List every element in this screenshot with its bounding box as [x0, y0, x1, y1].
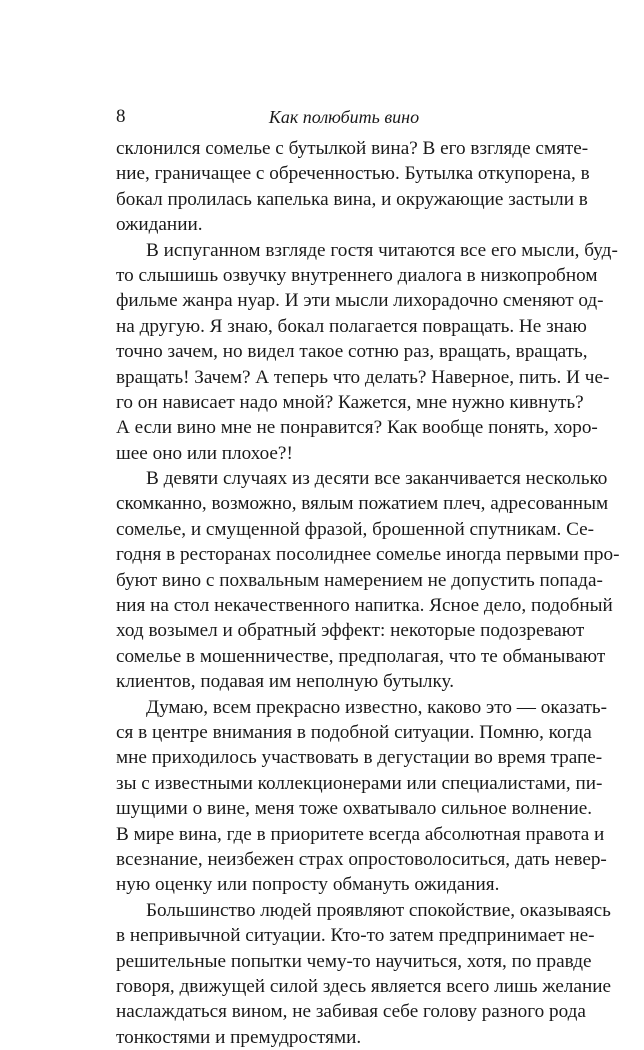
text-line: годня в ресторанах посолиднее сомелье иногда первыми про- — [116, 544, 620, 566]
text-line: склонился сомелье с бутылкой вина? В его взгляде смяте- — [116, 138, 589, 159]
text-line: на другую. Я знаю, бокал полагается повращать. Не знаю — [116, 315, 587, 337]
running-title: Как полюбить вино — [268, 107, 420, 127]
text-line: В девяти случаях из десяти все заканчивается несколько — [146, 468, 608, 490]
text-line: точно зачем, но видел такое сотню раз, вращать, вращать, — [116, 341, 588, 363]
text-line: Большинство людей проявляют спокойствие, оказываясь — [146, 899, 611, 921]
text-line: В мире вина, где в приоритете всегда абсолютная правота и — [116, 823, 605, 845]
body-text — [116, 136, 620, 1050]
text-line: мне приходилось участвовать в дегустации во время трапе- — [116, 747, 603, 769]
paragraph — [116, 136, 590, 238]
paragraph — [116, 695, 607, 898]
paragraph — [116, 238, 618, 467]
text-line: вращать! Зачем? А теперь что делать? Наверное, пить. И че- — [116, 366, 610, 388]
page-number: 8 — [116, 106, 126, 127]
text-line: буют вино с похвальным намерением не допустить попада- — [116, 569, 603, 591]
text-line: Думаю, всем прекрасно известно, каково это — оказать- — [146, 696, 607, 718]
text-line: сомелье, и смущенной фразой, брошенной спутникам. Се- — [116, 518, 595, 540]
text-line: ную оценку или попросту обмануть ожидания. — [116, 874, 500, 896]
text-line: шее оно или плохое?! — [116, 442, 293, 464]
text-line: А если вино мне не понравится? Как вообще понять, хоро- — [116, 417, 598, 439]
text-line: зы с известными коллекционерами или специалистами, пи- — [116, 772, 603, 794]
text-line: ся в центре внимания в подобной ситуации. Помню, когда — [116, 721, 592, 743]
text-line: решительные попытки чему-то научиться, хотя, по правде — [116, 950, 592, 972]
paragraph — [116, 466, 620, 695]
text-line: го он нависает надо мной? Кажется, мне нужно кивнуть? — [116, 391, 584, 413]
text-line: всезнание, неизбежен страх опростоволоситься, дать невер- — [116, 848, 607, 870]
text-line: ния на стол некачественного напитка. Ясное дело, подобный — [116, 595, 613, 617]
text-line: ние, граничащее с обреченностью. Бутылка откупорена, в — [116, 163, 590, 185]
text-line: наслаждаться вином, не забивая себе голову разного рода — [116, 1001, 586, 1023]
text-line: тонкостями и премудростями. — [116, 1026, 362, 1048]
text-line: фильме жанра нуар. И эти мысли лихорадочно сменяют од- — [116, 290, 604, 312]
text-line: говоря, движущей силой здесь является всего лишь желание — [116, 975, 612, 997]
text-line: В испуганном взгляде гостя читаются все его мысли, буд- — [146, 239, 618, 261]
text-line: скомканно, возможно, вялым пожатием плеч, адресованным — [116, 493, 609, 515]
text-line: ожидании. — [116, 214, 203, 236]
text-line: в непривычной ситуации. Кто-то затем предпринимает не- — [116, 925, 595, 947]
text-line: клиентов, подавая им неполную бутылку. — [116, 671, 455, 693]
text-line: шущими о вине, меня тоже охватывало сильное волнение. — [116, 798, 593, 820]
paragraph — [116, 898, 612, 1050]
text-line: сомелье в мошенничестве, предполагая, что те обманывают — [116, 645, 606, 667]
running-head — [116, 104, 572, 130]
text-line: бокал пролилась капелька вина, и окружающие застыли в — [116, 188, 588, 210]
text-line: то слышишь озвучку внутреннего диалога в низкопробном — [116, 264, 598, 286]
text-line: ход возымел и обратный эффект: некоторые подозревают — [116, 620, 585, 642]
